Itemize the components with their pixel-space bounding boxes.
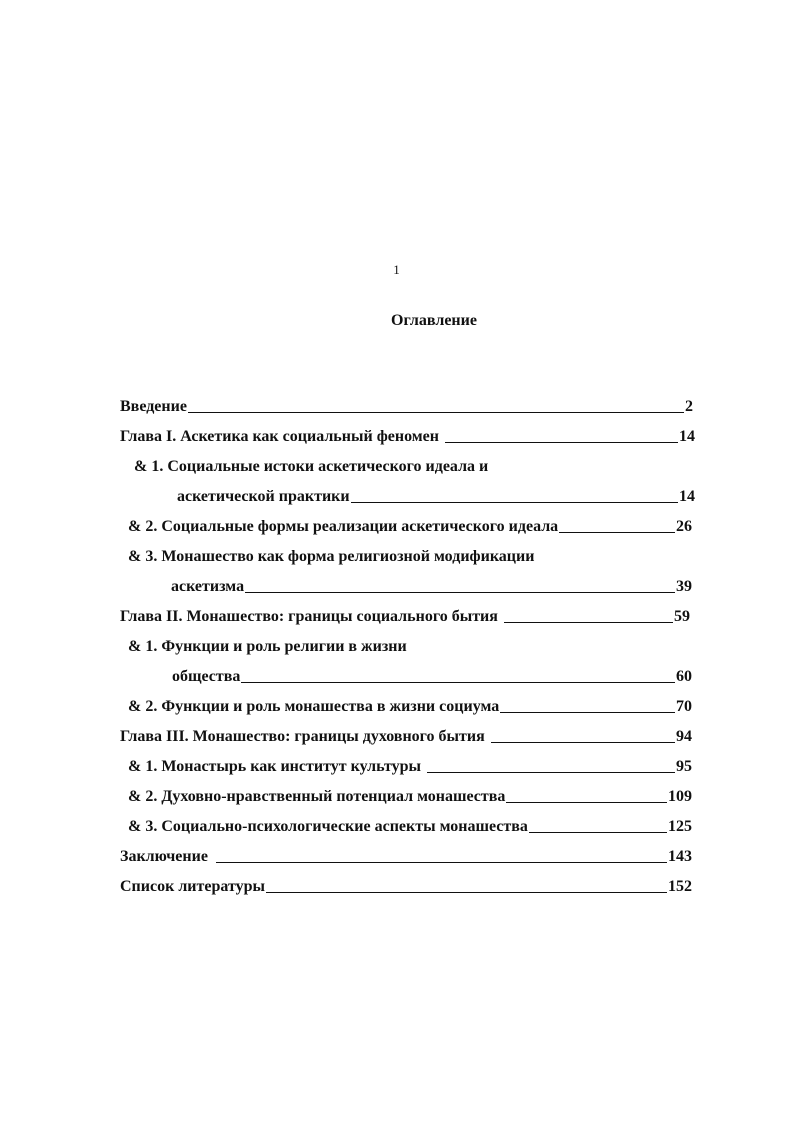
toc-entry-page: 60 xyxy=(676,668,692,685)
toc-entry-label: & 2. Духовно-нравственный потенциал монашества xyxy=(128,788,506,805)
toc-entry-page: 14 xyxy=(679,488,695,505)
toc-entry-section-1-3[interactable] xyxy=(128,547,534,567)
toc-entry-page: 39 xyxy=(676,578,692,595)
toc-leader xyxy=(559,531,675,533)
toc-entry-chapter-3[interactable] xyxy=(120,727,692,747)
toc-entry-label: Глава I. Аскетика как социальный феномен xyxy=(120,428,439,445)
toc-leader xyxy=(266,891,667,893)
toc-entry-section-2-1[interactable] xyxy=(128,637,407,657)
toc-entry-page: 26 xyxy=(676,518,692,535)
toc-entry-page: 125 xyxy=(668,818,692,835)
toc-leader xyxy=(529,831,667,833)
toc-entry-section-2-1-cont[interactable] xyxy=(172,667,692,687)
toc-leader xyxy=(245,591,675,593)
toc-entry-label: аскетической практики xyxy=(177,488,350,505)
toc-entry-chapter-2[interactable] xyxy=(120,607,690,627)
toc-entry-section-1-2[interactable] xyxy=(128,517,692,537)
toc-entry-label: Список литературы xyxy=(120,878,265,895)
toc-entry-page: 14 xyxy=(679,428,695,445)
toc-entry-page: 2 xyxy=(685,398,693,415)
toc-entry-label: Введение xyxy=(120,398,187,415)
toc-entry-label: & 3. Социально-психологические аспекты монашества xyxy=(128,818,528,835)
toc-entry-page: 109 xyxy=(668,788,692,805)
toc-entry-section-3-3[interactable] xyxy=(128,817,692,837)
toc-leader xyxy=(427,771,675,773)
toc-entry-label: & 2. Функции и роль монашества в жизни социума xyxy=(128,698,500,715)
toc-entry-label: аскетизма xyxy=(171,578,245,595)
toc-entry-section-3-1[interactable] xyxy=(128,757,692,777)
toc-entry-page: 94 xyxy=(676,728,692,745)
page-title: Оглавление xyxy=(391,312,477,329)
toc-entry-page: 143 xyxy=(668,848,692,865)
toc-entry-page: 95 xyxy=(676,758,692,775)
toc-entry-section-3-2[interactable] xyxy=(128,787,692,807)
toc-leader xyxy=(351,501,678,503)
toc-leader xyxy=(445,441,678,443)
page-number: 1 xyxy=(393,262,400,277)
toc-entry-section-2-2[interactable] xyxy=(128,697,692,717)
toc-entry-label: Глава III. Монашество: границы духовного бытия xyxy=(120,728,485,745)
toc-leader xyxy=(506,801,667,803)
toc-entry-label: Заключение xyxy=(120,848,208,865)
toc-leader xyxy=(216,861,667,863)
toc-entry-label: & 3. Монашество как форма религиозной модификации xyxy=(128,548,535,565)
toc-leader xyxy=(504,621,673,623)
toc-entry-section-1-1-cont[interactable] xyxy=(177,487,695,507)
toc-entry-page: 152 xyxy=(668,878,692,895)
toc-entry-label: Глава II. Монашество: границы социального бытия xyxy=(120,608,498,625)
toc-entry-label: & 2. Социальные формы реализации аскетического идеала xyxy=(128,518,559,535)
toc-entry-introduction[interactable] xyxy=(120,397,693,417)
toc-entry-chapter-1[interactable] xyxy=(120,427,695,447)
toc-entry-section-1-1[interactable] xyxy=(134,457,488,477)
toc-entry-label: & 1. Монастырь как институт культуры xyxy=(128,758,422,775)
toc-entry-section-1-3-cont[interactable] xyxy=(171,577,692,597)
toc-entry-label: & 1. Функции и роль религии в жизни xyxy=(128,638,407,655)
toc-entry-conclusion[interactable] xyxy=(120,847,692,867)
toc-entry-page: 70 xyxy=(676,698,692,715)
toc-entry-bibliography[interactable] xyxy=(120,877,692,897)
toc-entry-label: & 1. Социальные истоки аскетического идеала и xyxy=(134,458,489,475)
toc-leader xyxy=(241,681,675,683)
toc-leader xyxy=(500,711,675,713)
toc-entry-label: общества xyxy=(172,668,241,685)
toc-leader xyxy=(491,741,675,743)
toc-leader xyxy=(188,411,684,413)
toc-entry-page: 59 xyxy=(674,608,690,625)
